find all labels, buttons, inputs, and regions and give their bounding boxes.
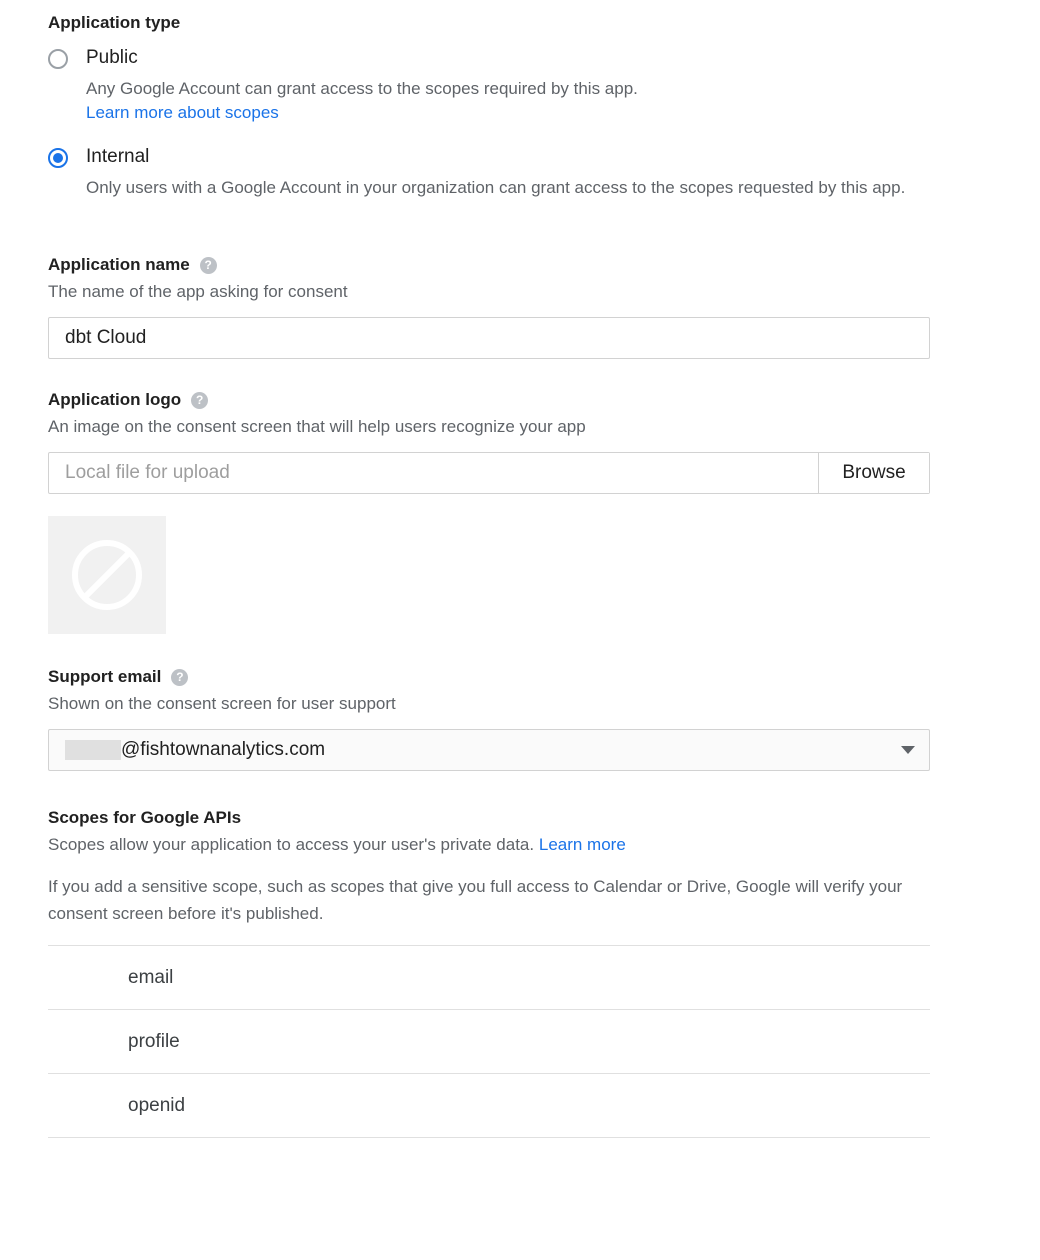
scope-name: email <box>128 966 174 988</box>
table-row[interactable] <box>48 1010 930 1074</box>
support-email-selected-value-row <box>65 739 901 761</box>
scopes-heading: Scopes for Google APIs <box>48 808 242 827</box>
support-email-description: Shown on the consent screen for user support <box>48 694 396 713</box>
logo-file-input[interactable] <box>49 453 818 493</box>
radio-public-control[interactable] <box>48 49 68 69</box>
application-name-group <box>48 254 992 359</box>
application-logo-group <box>48 389 992 634</box>
scopes-description: Scopes allow your application to access your user's private data. <box>48 835 535 854</box>
radio-public-body <box>86 46 992 123</box>
chevron-down-icon[interactable] <box>901 746 915 754</box>
scopes-table <box>48 945 930 1138</box>
support-email-label: Support email <box>48 667 162 686</box>
support-email-label-row <box>48 666 992 688</box>
radio-internal-control[interactable] <box>48 148 68 168</box>
support-email-group <box>48 666 992 771</box>
application-logo-label-row <box>48 389 992 411</box>
redacted-username-block <box>65 740 121 760</box>
application-type-heading: Application type <box>48 13 181 32</box>
radio-internal-label: Internal <box>86 146 150 167</box>
radio-public-label: Public <box>86 47 138 68</box>
logo-preview <box>48 516 166 634</box>
radio-internal-description: Only users with a Google Account in your organization can grant access to the scopes requested by this app. <box>86 178 906 197</box>
application-name-description: The name of the app asking for consent <box>48 282 348 301</box>
scopes-description-row <box>48 833 992 857</box>
application-name-label: Application name <box>48 255 190 274</box>
table-row[interactable] <box>48 1074 930 1138</box>
no-image-icon <box>72 540 142 610</box>
scope-name: profile <box>128 1030 180 1052</box>
support-email-selected-value: @fishtownanalytics.com <box>121 739 326 760</box>
application-logo-description: An image on the consent screen that will help users recognize your app <box>48 417 586 436</box>
application-logo-label: Application logo <box>48 390 182 409</box>
scopes-learn-more-link[interactable]: Learn more <box>538 835 626 854</box>
help-icon[interactable]: ? <box>200 257 217 274</box>
scopes-note: If you add a sensitive scope, such as scopes that give you full access to Calendar or Drive, Google will verify your consent screen before it's published. <box>48 877 903 923</box>
radio-option-internal[interactable] <box>48 145 992 200</box>
application-name-input[interactable] <box>48 317 930 359</box>
logo-upload-row <box>48 452 930 494</box>
support-email-select[interactable] <box>48 729 930 771</box>
radio-internal-body <box>86 145 992 200</box>
radio-public-description: Any Google Account can grant access to the scopes required by this app. <box>86 79 638 98</box>
help-icon[interactable]: ? <box>191 392 208 409</box>
learn-more-about-scopes-link[interactable]: Learn more about scopes <box>86 103 279 122</box>
application-name-label-row <box>48 254 992 276</box>
table-row[interactable] <box>48 946 930 1010</box>
help-icon[interactable]: ? <box>171 669 188 686</box>
browse-button[interactable]: Browse <box>818 453 929 493</box>
radio-option-public[interactable] <box>48 46 992 123</box>
scopes-group <box>48 807 992 1138</box>
scope-name: openid <box>128 1094 186 1116</box>
